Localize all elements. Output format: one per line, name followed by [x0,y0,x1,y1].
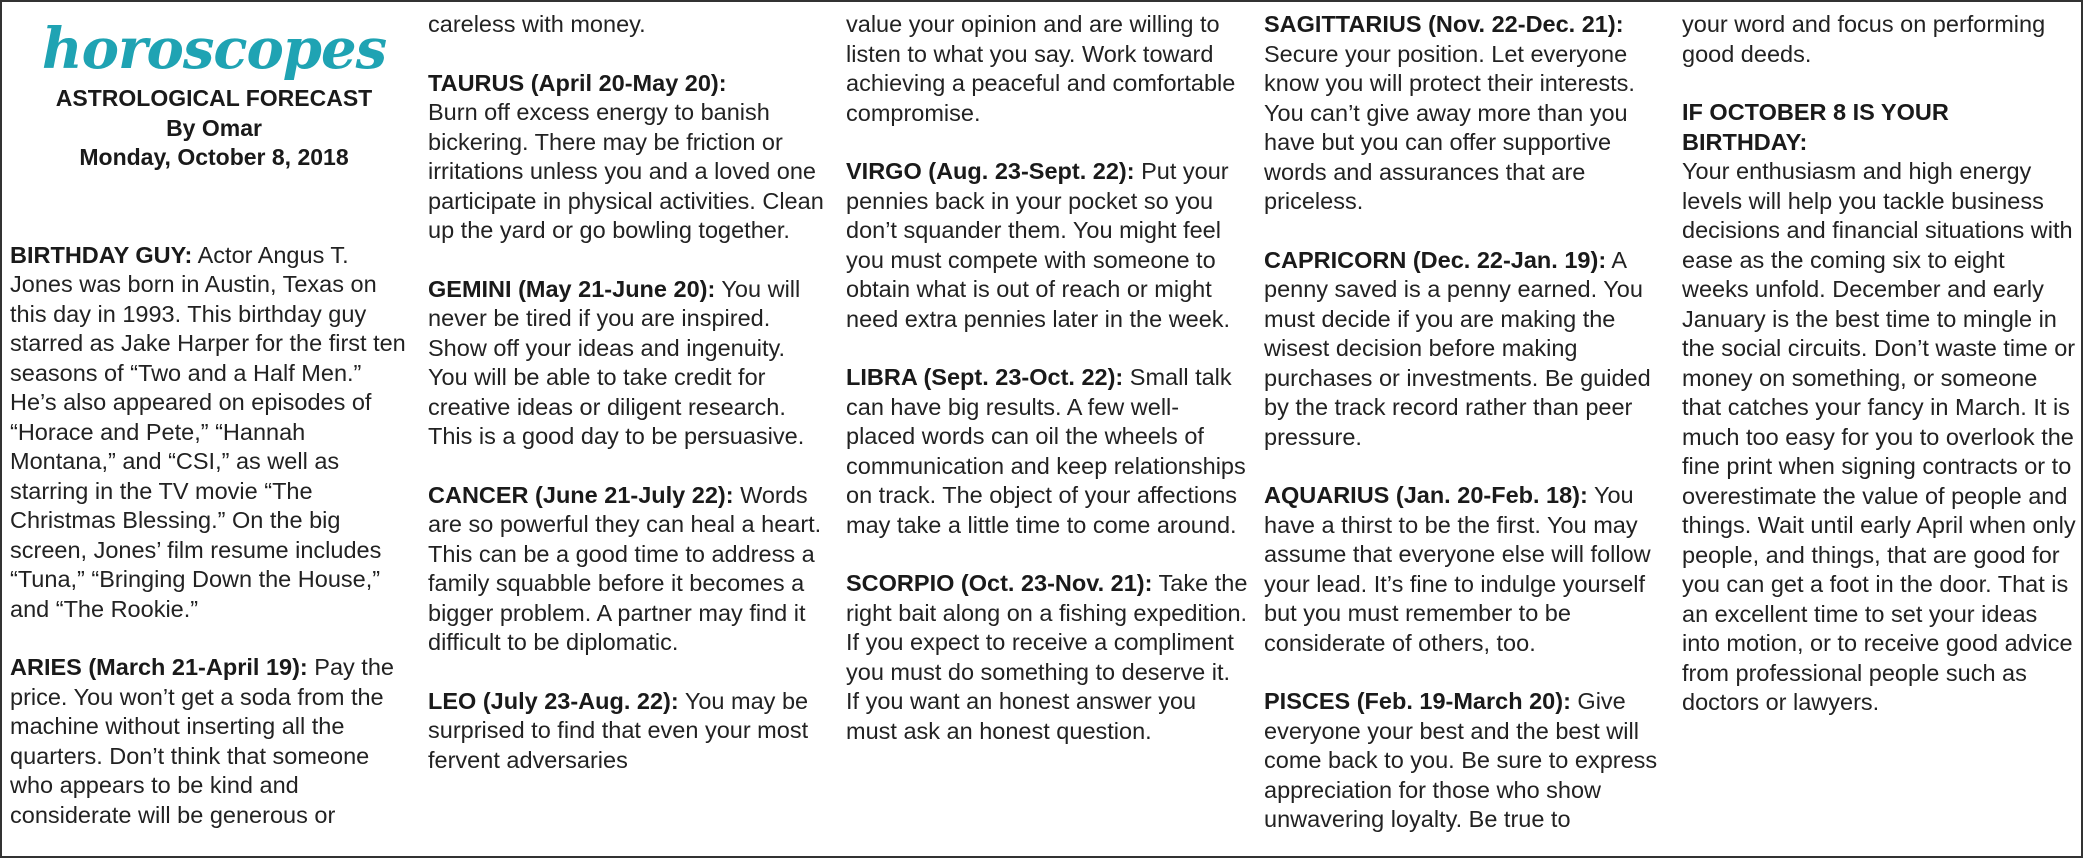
column-3 [838,2,1256,856]
aries-text-continued: careless with money. [428,11,646,37]
aries-label: ARIES (March 21-April 19): [10,654,308,680]
date: Monday, October 8, 2018 [79,144,349,170]
column-1-body [10,241,412,831]
aries-text: Pay the price. You won’t get a soda from the machine without inserting all the quarters. Don’t think that someone who appears to be kind and considerate will be generous or [10,654,394,828]
leo-text-continued: value your opinion and are willing to listen to what you say. Work toward achieving a peaceful and comfortable compromise. [846,11,1236,126]
virgo-text: Put your pennies back in your pocket so you don’t squander them. You might feel you must compete with someone to obtain what is out of reach or might need extra pennies later in the week. [846,158,1231,332]
reference-code [2,86,7,167]
birthday-entry [1682,98,2077,718]
pisces-text-continued: your word and focus on performing good deeds. [1682,11,2046,67]
column-5 [1674,2,2083,856]
column-4 [1256,2,1674,856]
forecast-title: ASTROLOGICAL FORECAST [55,85,373,111]
leo-label: LEO (July 23-Aug. 22): [428,687,679,714]
leo-continued [846,10,1248,128]
leo-text: You may be surprised to find that even your most fervent adversaries [428,687,809,773]
libra-text: Small talk can have big results. A few well-placed words can oil the wheels of communication and keep relationships on track. The object of your affections may take a little time to come around. [846,364,1246,538]
capricorn-text: A penny saved is a penny earned. You must decide if you are making the wisest decision before making purchases or investments. Be guided by the track record rather than peer pressure. [1264,246,1651,450]
pisces-continued [1682,10,2077,69]
capricorn-entry [1264,246,1666,453]
birthday-guy-text: Actor Angus T. Jones was born in Austin, Texas on this day in 1993. This birthday guy starred as Jake Harper for the first ten seasons of “Two and a Half Men.” He’s also appeared on episodes of “Horace and Pete,” “Hannah Montana,” and “CSI,” as well as starring in the TV movie “The Christmas Blessing.” On the big screen, Jones’ film resume includes “Tuna,” “Bringing Down the House,” and “The Rookie.” [10,241,406,622]
taurus-label: TAURUS (April 20-May 20): [428,69,727,96]
gemini-entry [428,275,830,452]
birthday-guy-entry [10,241,412,625]
aries-continued [428,10,830,40]
code-wrap [2,2,32,242]
masthead [34,10,394,173]
sagittarius-label: SAGITTARIUS (Nov. 22-Dec. 21): [1264,11,1624,37]
libra-label: LIBRA (Sept. 23-Oct. 22): [846,364,1124,390]
cancer-text: Words are so powerful they can heal a heart. This can be a good time to address a family squabble before it becomes a bigger problem. A partner may find it difficult to be diplomatic. [428,481,822,655]
scorpio-entry [846,569,1248,746]
pisces-entry [1264,687,1666,835]
leo-entry [428,687,830,776]
aquarius-text: You have a thirst to be the first. You may assume that everyone else will follow your lead. It’s fine to indulge yourself but you must remember to be considerate of others, too. [1264,482,1651,656]
sagittarius-text: Secure your position. Let everyone know you will protect their interests. You can’t give away more than you have but you can offer supportive words and assurances that are priceless. [1264,40,1635,214]
aries-entry [10,653,412,830]
aquarius-entry [1264,481,1666,658]
birthday-text: Your enthusiasm and high energy levels will help you tackle business decisions and financial situations with ease as the coming six to eight weeks unfold. December and early January is the best time to mingle in the social circuits. Don’t waste time or money on something, or someone that catches your fancy in March. It is much too easy for you to overlook the fine print when signing contracts or to overestimate the value of people and things. Wait until early April when only people, and things, that are good for you can get a foot in the door. That is an excellent time to set your ideas into motion, or to receive good advice from professional people such as doctors or lawyers. [1682,158,2076,715]
taurus-text: Burn off excess energy to banish bickering. There may be friction or irritations unless you and a loved one participate in physical activities. Clean up the yard or go bowling together. [428,99,824,243]
byline: By Omar [166,114,262,141]
pisces-text: Give everyone your best and the best will come back to you. Be sure to express appreciation for those who show unwavering loyalty. Be true to [1264,688,1658,832]
column-1 [2,2,420,856]
gemini-text: You will never be tired if you are inspired. Show off your ideas and ingenuity. You will be able to take credit for creative ideas or diligent research. This is a good day to be persuasive. [428,275,805,449]
capricorn-label: CAPRICORN (Dec. 22-Jan. 19): [1264,246,1607,273]
birthday-guy-label: BIRTHDAY GUY: [10,241,193,268]
gemini-label: GEMINI (May 21-June 20): [428,275,716,302]
sagittarius-entry [1264,10,1666,217]
libra-entry [846,363,1248,540]
birthday-label: IF OCTOBER 8 IS YOUR BIRTHDAY: [1682,99,1949,155]
horoscopes-logo: horoscopes [41,16,387,82]
scorpio-label: SCORPIO (Oct. 23-Nov. 21): [846,570,1153,596]
cancer-entry [428,481,830,658]
column-2 [420,2,838,856]
virgo-entry [846,157,1248,334]
taurus-entry [428,69,830,246]
pisces-label: PISCES (Feb. 19-March 20): [1264,688,1571,714]
scorpio-text: Take the right bait along on a fishing expedition. If you expect to receive a compliment you must do something to deserve it. If you want an honest answer you must ask an honest question. [846,570,1248,744]
aquarius-label: AQUARIUS (Jan. 20-Feb. 18): [1264,482,1588,508]
cancer-label: CANCER (June 21-July 22): [428,481,734,508]
virgo-label: VIRGO (Aug. 23-Sept. 22): [846,158,1135,184]
